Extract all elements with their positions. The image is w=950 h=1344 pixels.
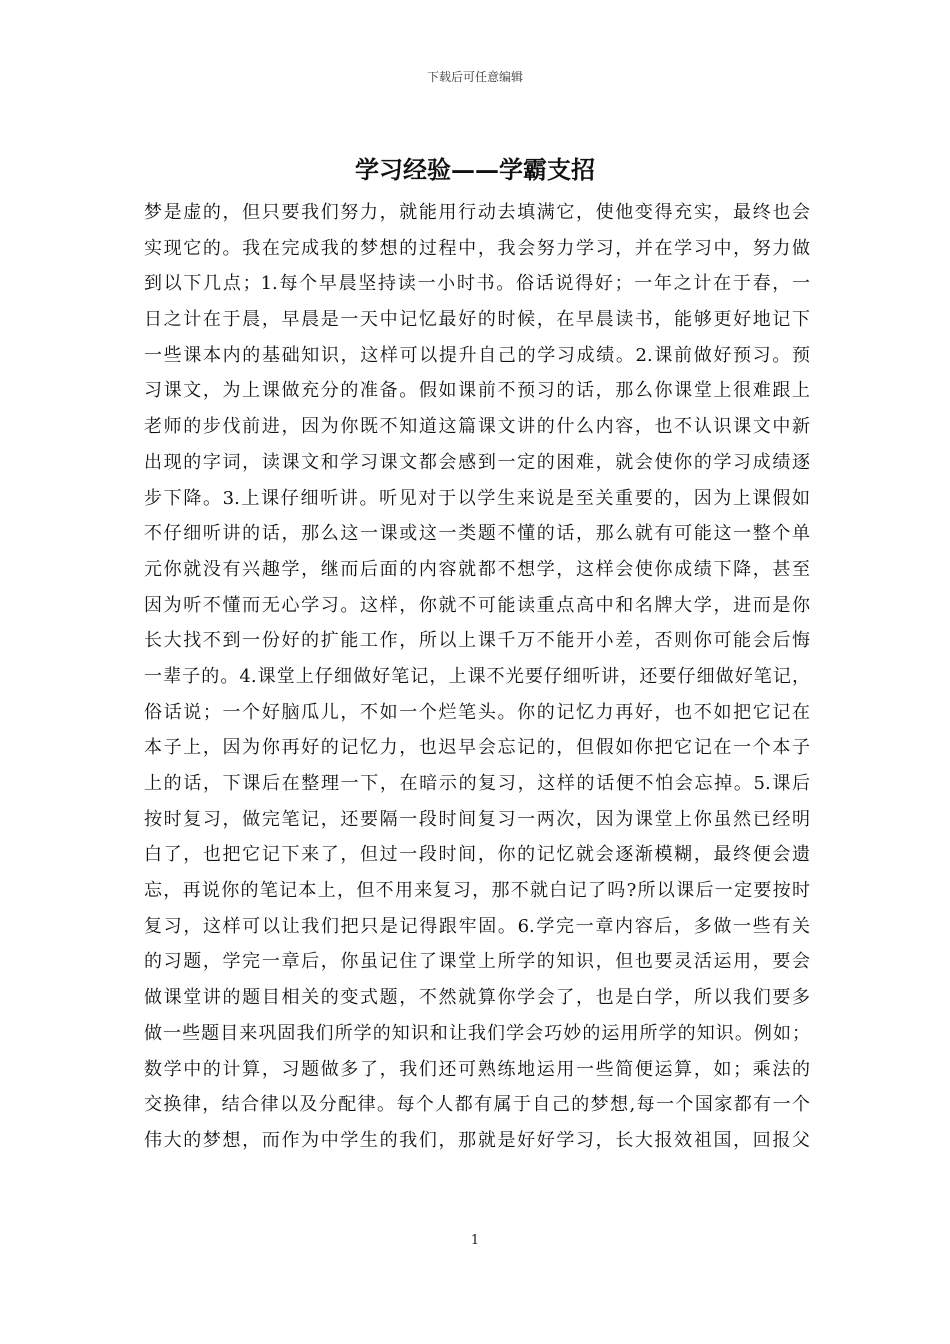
body-line: 做课堂讲的题目相关的变式题，不然就算你学会了，也是白学，所以我们要多	[144, 987, 810, 1009]
body-line: 实现它的。我在完成我的梦想的过程中，我会努力学习，并在学习中，努力做	[144, 237, 810, 259]
body-text	[144, 195, 810, 1159]
document-title: 学习经验——学霸支招	[355, 155, 595, 184]
body-line: 做一些题目来巩固我们所学的知识和让我们学会巧妙的运用所学的知识。例如；	[144, 1022, 810, 1044]
body-line: 出现的字词，读课文和学习课文都会感到一定的困难，就会使你的学习成绩逐	[144, 451, 810, 473]
body-line: 习课文，为上课做充分的准备。假如课前不预习的话，那么你课堂上很难跟上	[144, 380, 810, 402]
body-line: 一辈子的。4.课堂上仔细做好笔记，上课不光要仔细听讲，还要仔细做好笔记，	[144, 665, 810, 687]
body-line: 本子上，因为你再好的记忆力，也迟早会忘记的，但假如你把它记在一个本子	[144, 737, 810, 759]
body-line: 步下降。3.上课仔细听讲。听见对于以学生来说是至关重要的，因为上课假如	[144, 487, 810, 509]
body-line: 梦是虚的，但只要我们努力，就能用行动去填满它，使他变得充实，最终也会	[144, 202, 810, 223]
body-line: 白了，也把它记下来了，但过一段时间，你的记忆就会逐渐模糊，最终便会遗	[144, 844, 810, 866]
body-line: 按时复习，做完笔记，还要隔一段时间复习一两次，因为课堂上你虽然已经明	[144, 808, 810, 830]
body-line: 数学中的计算，习题做多了，我们还可熟练地运用一些简便运算，如；乘法的	[144, 1058, 810, 1080]
body-line: 日之计在于晨，早晨是一天中记忆最好的时候，在早晨读书，能够更好地记下	[144, 309, 810, 331]
body-line: 因为听不懂而无心学习。这样，你就不可能读重点高中和名牌大学，进而是你	[144, 594, 810, 616]
body-line: 元你就没有兴趣学，继而后面的内容就都不想学，这样会使你成绩下降，甚至	[144, 558, 810, 580]
body-line: 一些课本内的基础知识，这样可以提升自己的学习成绩。2.课前做好预习。预	[144, 344, 810, 366]
page-number: 1	[470, 1233, 480, 1248]
body-line: 不仔细听讲的话，那么这一课或这一类题不懂的话，那么就有可能这一整个单	[144, 523, 810, 545]
body-line: 忘，再说你的笔记本上，但不用来复习，那不就白记了吗?所以课后一定要按时	[144, 880, 810, 902]
body-line: 到以下几点；1.每个早晨坚持读一小时书。俗话说得好；一年之计在于春，一	[144, 273, 810, 295]
body-line: 老师的步伐前进，因为你既不知道这篇课文讲的什么内容，也不认识课文中新	[144, 416, 810, 438]
body-line: 长大找不到一份好的扩能工作，所以上课千万不能开小差，否则你可能会后悔	[144, 630, 810, 652]
body-line: 的习题，学完一章后，你虽记住了课堂上所学的知识，但也要灵活运用，要会	[144, 951, 810, 973]
body-line: 伟大的梦想，而作为中学生的我们，那就是好好学习，长大报效祖国，回报父	[144, 1129, 810, 1151]
body-line: 复习，这样可以让我们把只是记得跟牢固。6.学完一章内容后，多做一些有关	[144, 915, 810, 937]
body-line: 交换律，结合律以及分配律。每个人都有属于自己的梦想,每一个国家都有一个	[144, 1094, 810, 1116]
body-line: 上的话，下课后在整理一下，在暗示的复习，这样的话便不怕会忘掉。5.课后	[144, 773, 810, 794]
body-line: 俗话说；一个好脑瓜儿，不如一个烂笔头。你的记忆力再好，也不如把它记在	[144, 701, 810, 723]
header-note: 下载后可任意编辑	[426, 70, 523, 84]
